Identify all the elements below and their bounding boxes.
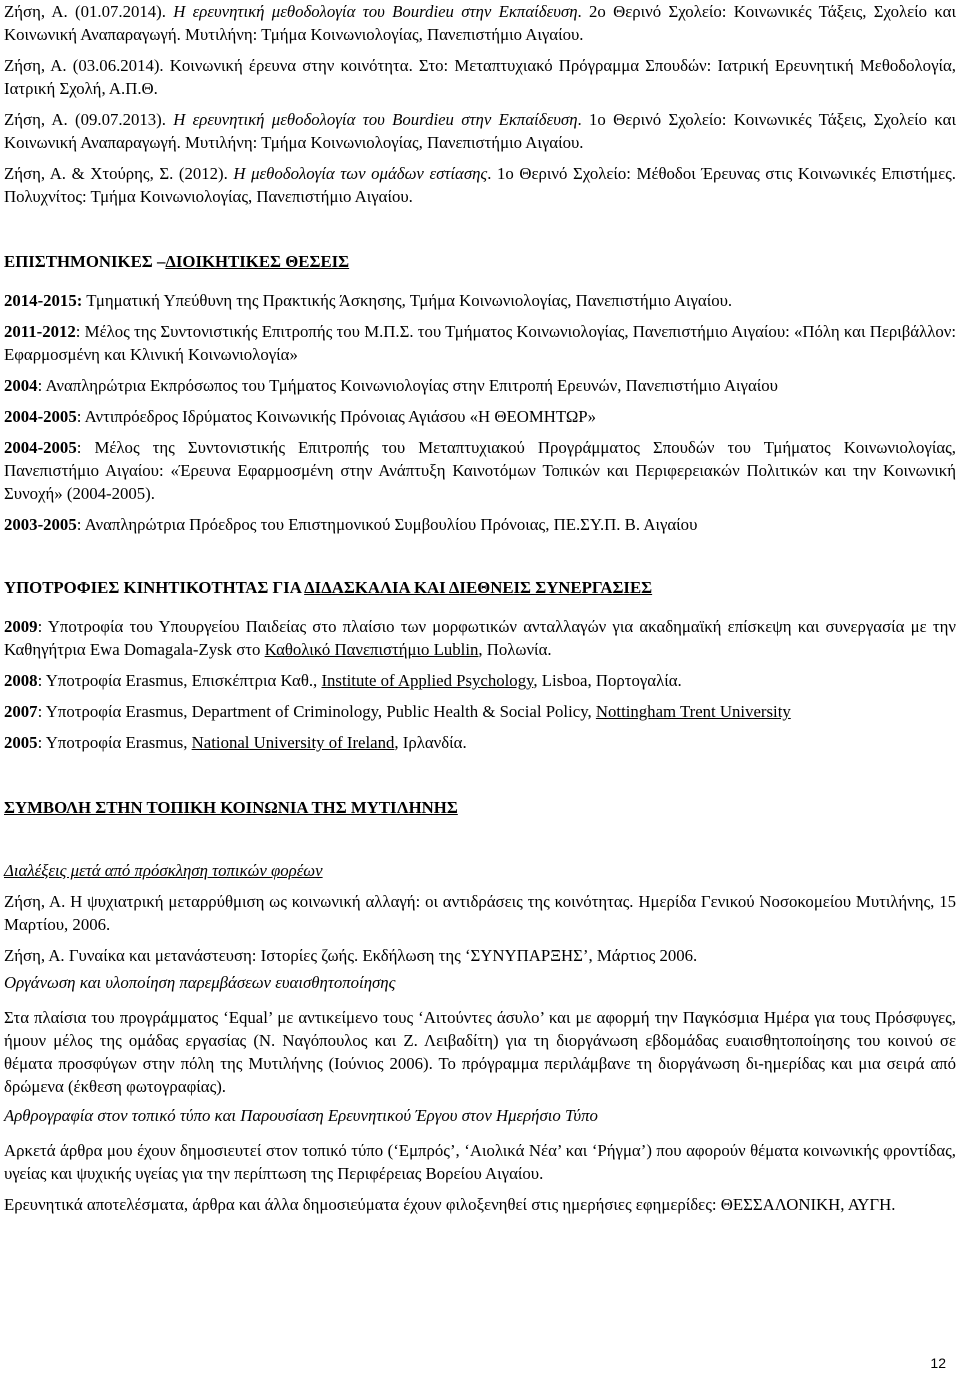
reference-2: Ζήση, Α. (03.06.2014). Κοινωνική έρευνα στην κοινότητα. Στο: Μεταπτυχιακό Πρόγραμμα Σπουδών: Ιατρική Ερευνητική Μεθοδολογία, Ιατρική Σχολή, Α.Π.Θ.	[4, 56, 956, 98]
press-paragraph: Ερευνητικά αποτελέσματα, άρθρα και άλλα δημοσιεύματα έχουν φιλοξενηθεί στις ημερήσιες εφημερίδες: ΘΕΣΣΑΛΟΝΙΚΗ, ΑΥΓΗ.	[4, 1195, 896, 1214]
position-entry: 2011-2012: Μέλος της Συντονιστικής Επιτροπής του Μ.Π.Σ. του Τμήματος Κοινωνιολογίας, Πανεπιστήμιο Αιγαίου: «Πόλη και Περιβάλλον: Εφαρμοσμένη και Κλινική Κοινωνιολογία»	[4, 322, 956, 364]
section-scholarships-title: ΥΠΟΤΡΟΦΙΕΣ ΚΙΝΗΤΙΚΟΤΗΤΑΣ ΓΙΑ ΔΙΔΑΣΚΑΛΙΑ ΚΑΙ ΔΙΕΘΝΕΙΣ ΣΥΝΕΡΓΑΣΙΕΣ	[4, 578, 653, 597]
subsection-press-title: Αρθρογραφία στον τοπικό τύπο και Παρουσίαση Ερευνητικού Έργου στον Ημερήσιο Τύπο	[4, 1106, 598, 1125]
position-entry: 2014-2015: Τμηματική Υπεύθυνη της Πρακτικής Άσκησης, Τμήμα Κοινωνιολογίας, Πανεπιστήμιο Αιγαίου.	[4, 291, 733, 310]
lecture-entry: Ζήση, Α. Η ψυχιατρική μεταρρύθμιση ως κοινωνική αλλαγή: οι αντιδράσεις της κοινότητας. Ημερίδα Γενικού Νοσοκομείου Μυτιλήνης, 15 Μαρτίου, 2006.	[4, 892, 956, 934]
section-positions	[4, 250, 956, 544]
scholarship-link[interactable]: Nottingham Trent University	[595, 702, 791, 721]
scholarship-link[interactable]: Institute of Applied Psychology	[321, 671, 534, 690]
references-block	[4, 0, 956, 216]
section-positions-title: ΕΠΙΣΤΗΜΟΝΙΚΕΣ –ΔΙΟΙΚΗΤΙΚΕΣ ΘΕΣΕΙΣ	[4, 252, 350, 271]
position-entry: 2004-2005: Μέλος της Συντονιστικής Επιτροπής του Μεταπτυχιακού Προγράμματος Σπουδών του Τμήματος Κοινωνιολογίας, Πανεπιστήμιο Αιγαίου: «Έρευνα Εφαρμοσμένη στην Ανάπτυξη Καινοτόμων Τοπικών και Περιφερειακών Πολιτικών και την Κοινωνική Συνοχή» (2004-2005).	[4, 438, 956, 503]
reference-1: Ζήση, Α. (01.07.2014). Η ερευνητική μεθοδολογία του Bourdieu στην Εκπαίδευση. 2ο Θερινό Σχολείο: Κοινωνικές Τάξεις, Σχολείο και Κοινωνική Αναπαραγωγή. Μυτιλήνη: Τμήμα Κοινωνιολογίας, Πανεπιστήμιο Αιγαίου.	[4, 2, 956, 44]
page-number: 12	[930, 1355, 946, 1371]
subsection-awareness-title: Οργάνωση και υλοποίηση παρεμβάσεων ευαισθητοποίησης	[4, 973, 396, 992]
position-entry: 2003-2005: Αναπληρώτρια Πρόεδρος του Επιστημονικού Συμβουλίου Πρόνοιας, ΠΕ.ΣΥ.Π. Β. Αιγαίου	[4, 515, 698, 534]
reference-3: Ζήση, Α. (09.07.2013). Η ερευνητική μεθοδολογία του Bourdieu στην Εκπαίδευση. 1ο Θερινό Σχολείο: Κοινωνικές Τάξεις, Σχολείο και Κοινωνική Αναπαραγωγή. Μυτιλήνη: Τμήμα Κοινωνιολογίας, Πανεπιστήμιο Αιγαίου.	[4, 110, 956, 152]
position-entry: 2004: Αναπληρώτρια Εκπρόσωπος του Τμήματος Κοινωνιολογίας στην Επιτροπή Ερευνών, Πανεπιστήμιο Αιγαίου	[4, 376, 778, 395]
scholarship-entry: 2007: Υποτροφία Erasmus, Department of Criminology, Public Health & Social Policy, Nottingham Trent University	[4, 702, 791, 721]
scholarship-entry: 2009: Υποτροφία του Υπουργείου Παιδείας στο πλαίσιο των μορφωτικών ανταλλαγών για ακαδημαϊκή επίσκεψη και συνεργασία με την Καθηγήτρια Ewa Domagala-Zysk στο Καθολικό Πανεπιστήμιο Lublin, Πολωνία.	[4, 617, 956, 659]
scholarship-entry: 2008: Υποτροφία Erasmus, Επισκέπτρια Καθ., Institute of Applied Psychology, Lisboa, Πορτογαλία.	[4, 671, 682, 690]
lecture-entry: Ζήση, Α. Γυναίκα και μετανάστευση: Ιστορίες ζωής. Εκδήλωση της ‘ΣΥΝΥΠΑΡΞΗΣ’, Μάρτιος 2006.	[4, 946, 698, 965]
position-entry: 2004-2005: Αντιπρόεδρος Ιδρύματος Κοινωνικής Πρόνοιας Αγιάσου «Η ΘΕΟΜΗΤΩΡ»	[4, 407, 597, 426]
section-scholarships	[4, 576, 956, 762]
reference-4: Ζήση, Α. & Χτούρης, Σ. (2012). Η μεθοδολογία των ομάδων εστίασης. 1ο Θερινό Σχολείο: Μέθοδοι Έρευνας στις Κοινωνικές Επιστήμες. Πολυχνίτος: Τμήμα Κοινωνιολογίας, Πανεπιστήμιο Αιγαίου.	[4, 164, 956, 206]
awareness-paragraph: Στα πλαίσια του προγράμματος ‘Equal’ με αντικείμενο τους ‘Αιτούντες άσυλο’ και με αφορμή την Παγκόσμια Ημέρα για τους Πρόσφυγες, ήμουν μέλος της ομάδας εργασίας (Ν. Ναγόπουλος και Ζ. Λειβαδίτη) για τη διοργάνωση εβδομάδας ευαισθητοποίησης του κοινού σε θέματα προσφύγων στην πόλη της Μυτιλήνης (Ιούνιος 2006). Το πρόγραμμα περιλάμβανε τη διοργάνωση δι-ημερίδας και μια σειρά από δρώμενα (έκθεση φωτογραφίας).	[4, 1008, 956, 1096]
press-paragraph: Αρκετά άρθρα μου έχουν δημοσιευτεί στον τοπικό τύπο (‘Εμπρός’, ‘Αιολικά Νέα’ και ‘Ρήγμα’) που αφορούν θέματα κοινωνικής φροντίδας, υγείας και ψυχικής υγείας για την περίπτωση της Περιφέρειας Βορείου Αιγαίου.	[4, 1141, 956, 1183]
scholarship-entry: 2005: Υποτροφία Erasmus, National University of Ireland, Ιρλανδία.	[4, 733, 467, 752]
section-local-community	[4, 796, 956, 1216]
scholarship-link[interactable]: Καθολικό Πανεπιστήμιο Lublin	[264, 640, 479, 659]
subsection-lectures-title: Διαλέξεις μετά από πρόσκληση τοπικών φορέων	[4, 861, 323, 880]
section-local-community-title: ΣΥΜΒΟΛΗ ΣΤΗΝ ΤΟΠΙΚΗ ΚΟΙΝΩΝΙΑ ΤΗΣ ΜΥΤΙΛΗΝΗΣ	[4, 798, 458, 817]
scholarship-link[interactable]: National University of Ireland	[191, 733, 395, 752]
